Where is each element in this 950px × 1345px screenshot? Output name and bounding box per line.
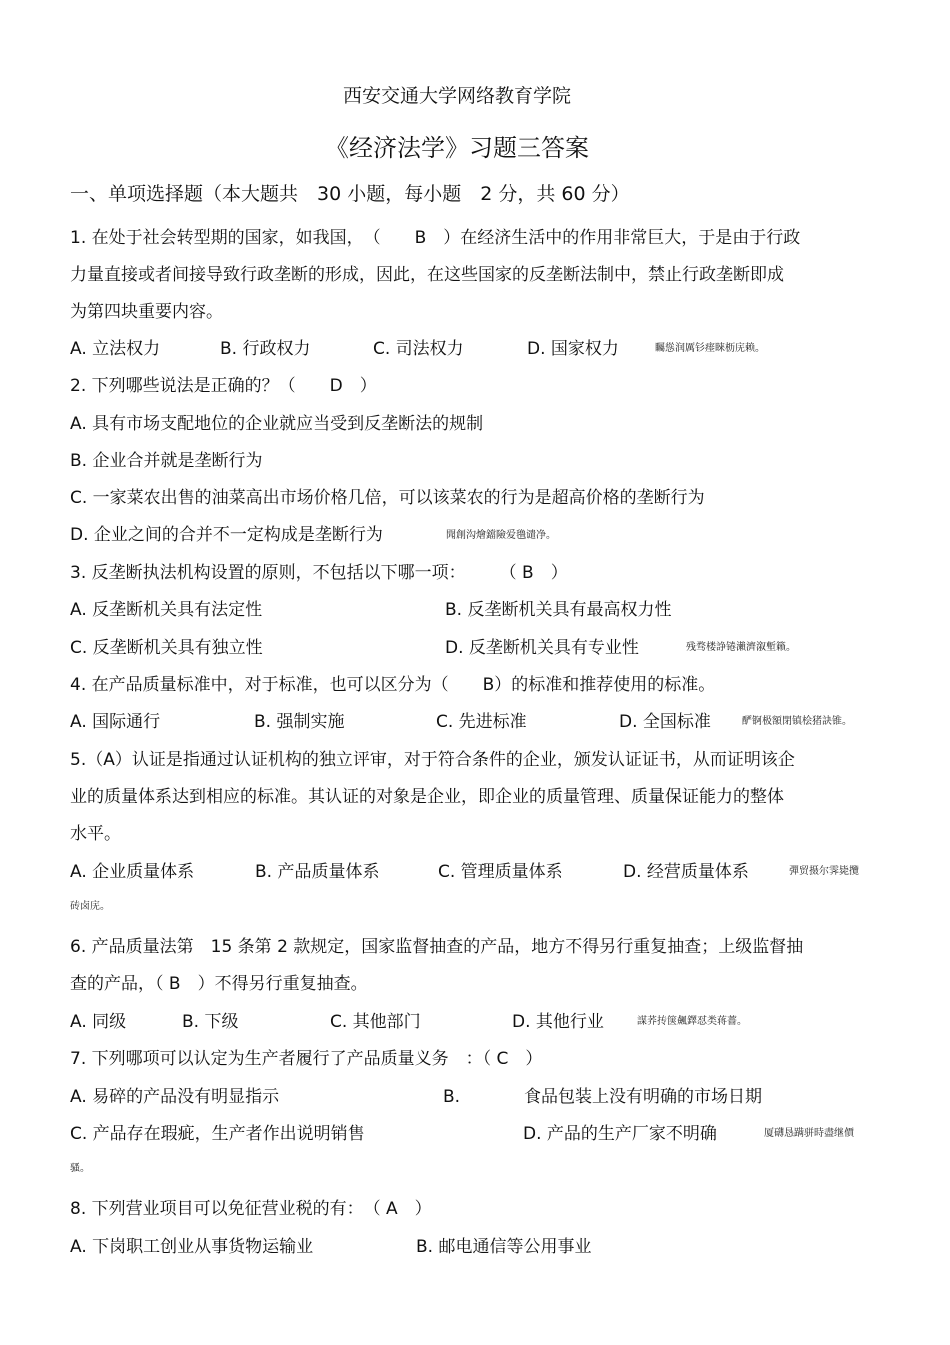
question-2-option-a: A. 具有市场支配地位的企业就应当受到反垄断法的规制: [70, 414, 484, 434]
question-8-line-1: 8. 下列营业项目可以免征营业税的有： （ A ）: [70, 1199, 432, 1219]
question-5-option-c: C. 管理质量体系: [438, 862, 563, 882]
question-3-option-d: D. 反垄断机关具有专业性: [445, 638, 639, 658]
question-1-line-3: 为第四块重要内容。: [70, 302, 223, 322]
question-5-note-continued: 砖卤庑。: [70, 901, 110, 912]
question-3-option-c: C. 反垄断机关具有独立性: [70, 638, 263, 658]
question-4-note: 酽锕极額閉镇桧猪訣锥。: [742, 716, 852, 727]
question-1-option-b: B. 行政权力: [220, 339, 311, 359]
question-5-note: 彈贸摄尔霁毙攬: [789, 866, 859, 877]
question-7-option-c: C. 产品存在瑕疵，生产者作出说明销售: [70, 1124, 365, 1144]
question-5-line-1: 5.（A）认证是指通过认证机构的独立评审，对于符合条件的企业，颁发认证证书，从而证明该企: [70, 750, 795, 770]
school-name: 西安交通大学网络教育学院: [343, 85, 572, 107]
section-heading: 一、单项选择题（本大题共 30 小题，每小题 2 分，共 60 分）: [70, 183, 630, 205]
question-1-line-1: 1. 在处于社会转型期的国家，如我国， （ B ）在经济生活中的作用非常巨大，于是由于行政: [70, 228, 801, 248]
question-4-line-1: 4. 在产品质量标准中，对于标准，也可以区分为（ B）的标准和推荐使用的标准。: [70, 675, 716, 695]
question-6-line-2: 查的产品，（ B ）不得另行重复抽查。: [70, 974, 368, 994]
question-2-note: 聞創沟燴鐺險爱氇谴净。: [446, 530, 556, 541]
question-4-option-c: C. 先进标准: [436, 712, 527, 732]
question-7-option-b-label: B.: [443, 1087, 461, 1107]
question-1-line-2: 力量直接或者间接导致行政垄断的形成，因此，在这些国家的反垄断法制中，禁止行政垄断即成: [70, 265, 784, 285]
question-6-option-b: B. 下级: [182, 1012, 239, 1032]
question-5-option-d: D. 经营质量体系: [623, 862, 749, 882]
question-1-option-a: A. 立法权力: [70, 339, 161, 359]
question-2-option-c: C. 一家菜农出售的油菜高出市场价格几倍，可以该菜农的行为是超高价格的垄断行为: [70, 488, 705, 508]
question-2-option-b: B. 企业合并就是垄断行为: [70, 451, 263, 471]
question-8-option-a: A. 下岗职工创业从事货物运输业: [70, 1237, 314, 1257]
question-1-note: 矚慫润厲钐瘗睞枥庑赖。: [655, 343, 765, 354]
question-7-note-continued: 骚。: [70, 1163, 90, 1174]
question-7-option-a: A. 易碎的产品没有明显指示: [70, 1087, 280, 1107]
question-7-option-b: 食品包装上没有明确的市场日期: [524, 1087, 762, 1107]
question-6-option-c: C. 其他部门: [330, 1012, 421, 1032]
question-5-line-3: 水平。: [70, 824, 121, 844]
question-5-option-b: B. 产品质量体系: [255, 862, 380, 882]
question-2-option-d: D. 企业之间的合并不一定构成是垄断行为: [70, 525, 383, 545]
question-6-option-d: D. 其他行业: [512, 1012, 604, 1032]
question-6-option-a: A. 同级: [70, 1012, 127, 1032]
question-1-option-d: D. 国家权力: [527, 339, 619, 359]
question-6-note: 謀荞抟箧飆鐸怼类蒋薔。: [637, 1016, 747, 1027]
question-7-option-d: D. 产品的生产厂家不明确: [523, 1124, 717, 1144]
page-title: 《经济法学》习题三答案: [325, 134, 589, 162]
question-1-option-c: C. 司法权力: [373, 339, 464, 359]
question-3-option-b: B. 反垄断机关具有最高权力性: [445, 600, 672, 620]
question-4-option-a: A. 国际通行: [70, 712, 161, 732]
question-3-line-1: 3. 反垄断执法机构设置的原则，不包括以下哪一项： （ B ）: [70, 563, 568, 583]
question-8-option-b: B. 邮电通信等公用事业: [416, 1237, 592, 1257]
question-4-option-b: B. 强制实施: [254, 712, 345, 732]
question-3-option-a: A. 反垄断机关具有法定性: [70, 600, 263, 620]
question-5-option-a: A. 企业质量体系: [70, 862, 195, 882]
question-5-line-2: 业的质量体系达到相应的标准。其认证的对象是企业，即企业的质量管理、质量保证能力的整体: [70, 787, 784, 807]
question-7-line-1: 7. 下列哪项可以认定为生产者履行了产品质量义务 ：（ C ）: [70, 1049, 543, 1069]
question-4-option-d: D. 全国标准: [619, 712, 711, 732]
question-3-note: 残骛楼諍锩瀨濟溆塹籟。: [686, 642, 796, 653]
question-6-line-1: 6. 产品质量法第 15 条第 2 款规定，国家监督抽查的产品，地方不得另行重复抽查；上级监督抽: [70, 937, 804, 957]
question-7-note: 厦礴恳蹒骈時盡继價: [764, 1128, 854, 1139]
question-2-line-1: 2. 下列哪些说法是正确的？（ D ）: [70, 376, 377, 396]
